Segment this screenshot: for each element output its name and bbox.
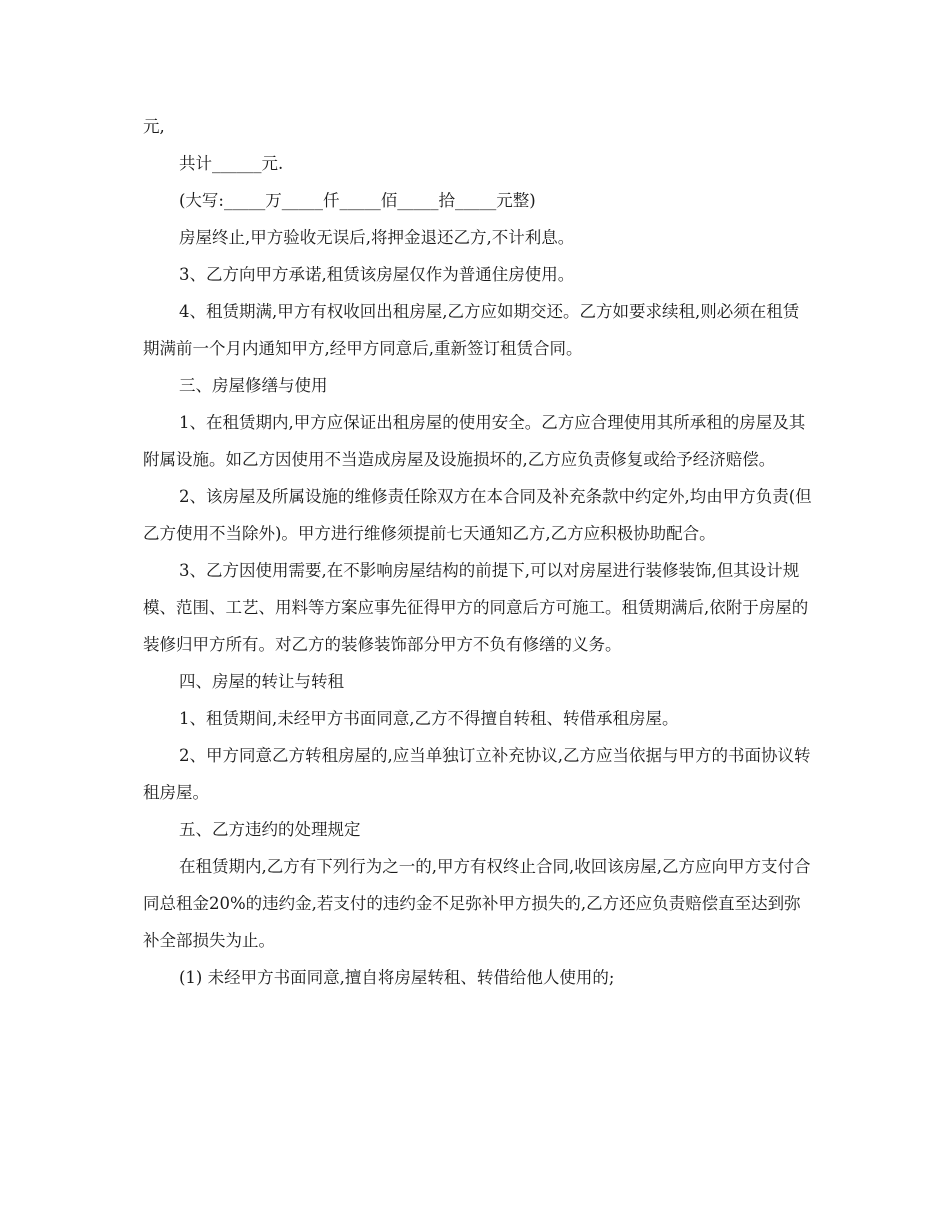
paragraph: 2、该房屋及所属设施的维修责任除双方在本合同及补充条款中约定外,均由甲方负责(但乙方使用不当除外)。甲方进行维修须提前七天通知乙方,乙方应积极协助配合。	[143, 487, 812, 543]
paragraph: 元,	[143, 117, 165, 136]
paragraph: 共计______元.	[179, 154, 284, 173]
paragraph: 1、租赁期间,未经甲方书面同意,乙方不得擅自转租、转借承租房屋。	[179, 709, 679, 728]
section-heading: 五、乙方违约的处理规定	[179, 820, 361, 839]
paragraph: 在租赁期内,乙方有下列行为之一的,甲方有权终止合同,收回该房屋,乙方应向甲方支付合同总租金20%的违约金,若支付的违约金不足弥补甲方损失的,乙方还应负责赔偿直至达到弥补全部损失为止。	[143, 857, 811, 950]
paragraph: 4、租赁期满,甲方有权收回出租房屋,乙方应如期交还。乙方如要求续租,则必须在租赁期满前一个月内通知甲方,经甲方同意后,重新签订租赁合同。	[143, 302, 800, 358]
paragraph: 2、甲方同意乙方转租房屋的,应当单独订立补充协议,乙方应当依据与甲方的书面协议转租房屋。	[143, 746, 811, 802]
document-page	[143, 108, 813, 996]
paragraph: 房屋终止,甲方验收无误后,将押金退还乙方,不计利息。	[179, 228, 575, 247]
paragraph: 3、乙方因使用需要,在不影响房屋结构的前提下,可以对房屋进行装修装饰,但其设计规模、范围、工艺、用料等方案应事先征得甲方的同意后方可施工。租赁期满后,依附于房屋的装修归甲方所有。对乙方的装修装饰部分甲方不负有修缮的义务。	[143, 561, 809, 654]
paragraph: 1、在租赁期内,甲方应保证出租房屋的使用安全。乙方应合理使用其所承租的房屋及其附属设施。如乙方因使用不当造成房屋及设施损坏的,乙方应负责修复或给予经济赔偿。	[143, 413, 806, 469]
paragraph: (大写:_____万_____仟_____佰_____拾_____元整)	[179, 191, 536, 210]
paragraph: 3、乙方向甲方承诺,租赁该房屋仅作为普通住房使用。	[179, 265, 575, 284]
section-heading: 三、房屋修缮与使用	[179, 376, 328, 395]
section-heading: 四、房屋的转让与转租	[179, 672, 344, 691]
list-item: (1) 未经甲方书面同意,擅自将房屋转租、转借给他人使用的;	[179, 968, 615, 987]
